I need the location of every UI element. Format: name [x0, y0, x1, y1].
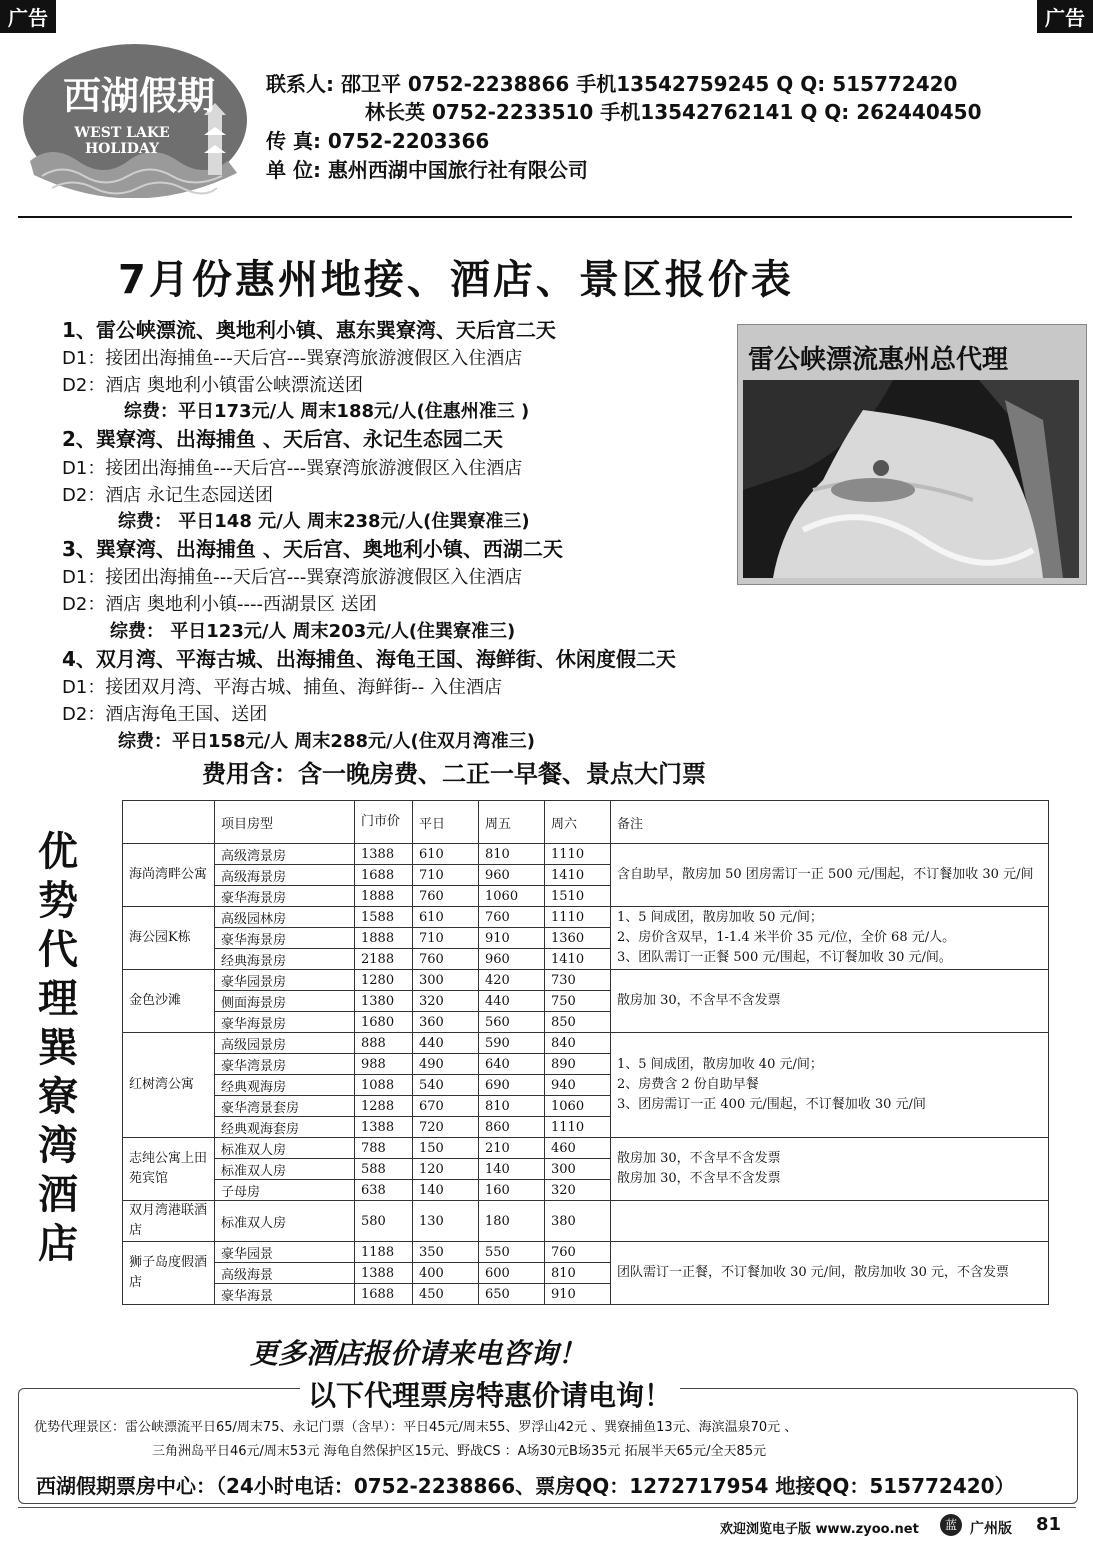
table-row: [123, 1138, 1049, 1159]
saturday-rate: 1410: [545, 865, 611, 886]
route-4-day2: D2：酒店海龟王国、送团: [62, 704, 268, 725]
side-banner-char: 湾: [38, 1123, 78, 1169]
rack-rate: 1888: [355, 928, 413, 949]
rafting-photo-panel: [737, 324, 1087, 585]
hotel-name: 志纯公寓上田苑宾馆: [123, 1138, 215, 1201]
hotel-note: 1、5 间成团，散房加收 50 元/间； 2、房价含双早，1-1.4 米半价 35 元/位，全价 68 元/人。 3、团队需订一正餐 500 元/围起，不订餐加收 30 元/间。: [611, 907, 1049, 970]
hotel-name: 金色沙滩: [123, 970, 215, 1033]
hotel-name: 海公园K栋: [123, 907, 215, 970]
saturday-rate: 320: [545, 1180, 611, 1201]
rack-rate: 988: [355, 1054, 413, 1075]
room-type: 豪华园景: [215, 1242, 355, 1263]
weekday-rate: 140: [413, 1180, 479, 1201]
weekday-rate: 490: [413, 1054, 479, 1075]
weekday-rate: 320: [413, 991, 479, 1012]
friday-rate: 650: [479, 1284, 545, 1305]
rack-rate: 1388: [355, 844, 413, 865]
footer-welcome: 欢迎浏览电子版 www.zyoo.net: [720, 1522, 919, 1537]
price-includes: 费用含：含一晚房费、二正一早餐、景点大门票: [202, 760, 706, 788]
friday-rate: 440: [479, 991, 545, 1012]
footer-divider: [18, 1507, 1076, 1508]
table-row: [123, 1033, 1049, 1054]
saturday-rate: 1110: [545, 844, 611, 865]
room-type: 标准双人房: [215, 1201, 355, 1242]
room-type: 侧面海景房: [215, 991, 355, 1012]
logo-cn: 西湖假期: [62, 73, 215, 118]
weekday-rate: 130: [413, 1201, 479, 1242]
route-3-title: 3、巽寮湾、出海捕鱼 、天后宫、奥地利小镇、西湖二天: [62, 537, 563, 561]
saturday-rate: 1360: [545, 928, 611, 949]
room-type: 豪华海景: [215, 1284, 355, 1305]
weekday-rate: 610: [413, 844, 479, 865]
rack-rate: 1588: [355, 907, 413, 928]
room-type: 高级园林房: [215, 907, 355, 928]
friday-rate: 210: [479, 1138, 545, 1159]
room-type: 子母房: [215, 1180, 355, 1201]
table-row: [123, 1242, 1049, 1263]
contact-row-2: 林长英 0752-2233510 手机13542762141 Q Q: 262440450: [365, 100, 982, 124]
col-header-room-type: 项目房型: [215, 801, 355, 844]
weekday-rate: 150: [413, 1138, 479, 1159]
friday-rate: 600: [479, 1263, 545, 1284]
saturday-rate: 940: [545, 1075, 611, 1096]
rack-rate: 1088: [355, 1075, 413, 1096]
side-banner-char: 巽: [38, 1025, 78, 1071]
friday-rate: 810: [479, 1096, 545, 1117]
saturday-rate: 810: [545, 1263, 611, 1284]
hotel-note: 散房加 30，不含早不含发票: [611, 970, 1049, 1033]
saturday-rate: 840: [545, 1033, 611, 1054]
friday-rate: 420: [479, 970, 545, 991]
col-header-weekday: 平日: [413, 801, 479, 844]
room-type: 高级海景房: [215, 865, 355, 886]
saturday-rate: 1110: [545, 907, 611, 928]
table-row: [123, 844, 1049, 865]
page-title: 7月份惠州地接、酒店、景区报价表: [118, 257, 794, 303]
side-banner-char: 店: [38, 1221, 78, 1267]
table-row: [123, 1201, 1049, 1242]
side-banner-char: 势: [38, 878, 78, 924]
rack-rate: 1388: [355, 1263, 413, 1284]
tickets-line-2: 三角洲岛平日46元/周末53元 海龟自然保护区15元、野战CS ：A场30元B场35元 拓展半天65元/全天85元: [152, 1444, 767, 1459]
footer-edition: 广州版: [970, 1521, 1012, 1537]
room-type: 豪华园景房: [215, 970, 355, 991]
saturday-rate: 910: [545, 1284, 611, 1305]
room-type: 高级海景: [215, 1263, 355, 1284]
room-type: 豪华海景房: [215, 928, 355, 949]
hotel-name: 红树湾公寓: [123, 1033, 215, 1138]
route-2-day1: D1：接团出海捕鱼---天后宫---巽寮湾旅游渡假区入住酒店: [62, 458, 523, 479]
rack-rate: 1188: [355, 1242, 413, 1263]
weekday-rate: 720: [413, 1117, 479, 1138]
hotel-name: 双月湾港联酒店: [123, 1201, 215, 1242]
rack-rate: 1888: [355, 886, 413, 907]
route-4-day1: D1：接团双月湾、平海古城、捕鱼、海鲜街-- 入住酒店: [62, 677, 503, 698]
saturday-rate: 890: [545, 1054, 611, 1075]
page-number: 81: [1036, 1514, 1062, 1535]
rack-rate: 1388: [355, 1117, 413, 1138]
route-4-title: 4、双月湾、平海古城、出海捕鱼、海龟王国、海鲜街、休闲度假二天: [62, 647, 676, 671]
room-type: 经典观海房: [215, 1075, 355, 1096]
side-banner-char: 理: [38, 976, 78, 1022]
tickets-heading: 以下代理票房特惠价请电询！: [300, 1374, 680, 1414]
friday-rate: 550: [479, 1242, 545, 1263]
route-3-day1: D1：接团出海捕鱼---天后宫---巽寮湾旅游渡假区入住酒店: [62, 567, 523, 588]
room-type: 豪华湾景房: [215, 1054, 355, 1075]
logo: [22, 43, 248, 198]
room-type: 豪华海景房: [215, 1012, 355, 1033]
rack-rate: 1288: [355, 1096, 413, 1117]
rack-rate: 1280: [355, 970, 413, 991]
room-type: 经典海景房: [215, 949, 355, 970]
friday-rate: 960: [479, 865, 545, 886]
rack-rate: 888: [355, 1033, 413, 1054]
saturday-rate: 750: [545, 991, 611, 1012]
friday-rate: 590: [479, 1033, 545, 1054]
weekday-rate: 350: [413, 1242, 479, 1263]
route-3-day2: D2：酒店 奥地利小镇----西湖景区 送团: [62, 594, 377, 615]
route-1-title: 1、雷公峡漂流、奥地利小镇、惠东巽寮湾、天后宫二天: [62, 318, 556, 342]
weekday-rate: 300: [413, 970, 479, 991]
friday-rate: 810: [479, 844, 545, 865]
table-row: [123, 970, 1049, 991]
hotel-note: 含自助早，散房加 50 团房需订一正 500 元/围起，不订餐加收 30 元/间: [611, 844, 1049, 907]
hotel-note: [611, 1201, 1049, 1242]
ad-tag-right: 广告: [1037, 0, 1093, 33]
hotel-name: 狮子岛度假酒店: [123, 1242, 215, 1305]
hotel-rate-table: [122, 800, 1049, 1305]
route-1-day2: D2：酒店 奥地利小镇雷公峡漂流送团: [62, 375, 364, 396]
friday-rate: 160: [479, 1180, 545, 1201]
saturday-rate: 1410: [545, 949, 611, 970]
side-banner-char: 寮: [38, 1074, 78, 1120]
col-header-friday: 周五: [479, 801, 545, 844]
saturday-rate: 460: [545, 1138, 611, 1159]
saturday-rate: 730: [545, 970, 611, 991]
ad-tag-left: 广告: [0, 0, 56, 33]
friday-rate: 760: [479, 907, 545, 928]
friday-rate: 1060: [479, 886, 545, 907]
rack-rate: 580: [355, 1201, 413, 1242]
rack-rate: 788: [355, 1138, 413, 1159]
weekday-rate: 760: [413, 949, 479, 970]
weekday-rate: 400: [413, 1263, 479, 1284]
route-2-title: 2、巽寮湾、出海捕鱼 、天后宫、永记生态园二天: [62, 427, 503, 451]
logo-en: WEST LAKE HOLIDAY: [74, 125, 170, 157]
col-header-saturday: 周六: [545, 801, 611, 844]
friday-rate: 960: [479, 949, 545, 970]
weekday-rate: 610: [413, 907, 479, 928]
contact-row-1: 联系人: 邵卫平 0752-2238866 手机13542759245 Q Q: 515772420: [266, 72, 958, 96]
weekday-rate: 360: [413, 1012, 479, 1033]
col-header-rack-rate: 门市价: [355, 801, 413, 844]
route-1-day1: D1：接团出海捕鱼---天后宫---巽寮湾旅游渡假区入住酒店: [62, 348, 523, 369]
friday-rate: 180: [479, 1201, 545, 1242]
room-type: 豪华海景房: [215, 886, 355, 907]
friday-rate: 910: [479, 928, 545, 949]
company: 单 位: 惠州西湖中国旅行社有限公司: [266, 158, 588, 182]
route-2-day2: D2：酒店 永记生态园送团: [62, 485, 274, 506]
hotel-note: 1、5 间成团，散房加收 40 元/间； 2、房费含 2 份自助早餐 3、团房需订一正 400 元/围起，不订餐加收 30 元/间: [611, 1033, 1049, 1138]
friday-rate: 560: [479, 1012, 545, 1033]
saturday-rate: 1060: [545, 1096, 611, 1117]
friday-rate: 860: [479, 1117, 545, 1138]
weekday-rate: 710: [413, 865, 479, 886]
ticket-center: 西湖假期票房中心：（24小时电话：0752-2238866、票房QQ：1272717954 地接QQ：515772420）: [36, 1474, 1015, 1498]
room-type: 标准双人房: [215, 1159, 355, 1180]
weekday-rate: 760: [413, 886, 479, 907]
tickets-line-1: 优势代理景区：雷公峡漂流平日65/周末75、永记门票（含早）：平日45元/周末55、罗浮山42元 、巽寮捕鱼13元、海滨温泉70元 、: [34, 1420, 798, 1435]
weekday-rate: 120: [413, 1159, 479, 1180]
hotel-note: 团队需订一正餐，不订餐加收 30 元/间，散房加收 30 元，不含发票: [611, 1242, 1049, 1305]
rack-rate: 588: [355, 1159, 413, 1180]
side-banner: [33, 828, 83, 1269]
side-banner-char: 酒: [38, 1172, 78, 1218]
more-hotels-note: 更多酒店报价请来电咨询！: [250, 1337, 587, 1370]
rack-rate: 1688: [355, 865, 413, 886]
saturday-rate: 300: [545, 1159, 611, 1180]
saturday-rate: 760: [545, 1242, 611, 1263]
hotel-rate-table-wrap: [122, 800, 1049, 1305]
room-type: 高级园景房: [215, 1033, 355, 1054]
weekday-rate: 670: [413, 1096, 479, 1117]
side-banner-char: 代: [38, 927, 78, 973]
hotel-note: 散房加 30，不含早不含发票 散房加 30，不含早不含发票: [611, 1138, 1049, 1201]
fax: 传 真: 0752-2203366: [266, 129, 490, 153]
route-3-price: 综费： 平日123元/人 周末203元/人(住巽寮准三): [110, 621, 516, 642]
table-row: [123, 907, 1049, 928]
route-1-price: 综费：平日173元/人 周末188元/人(住惠州准三 ): [124, 401, 530, 422]
rack-rate: 1688: [355, 1284, 413, 1305]
route-4-price: 综费：平日158元/人 周末288元/人(住双月湾准三): [118, 731, 536, 752]
rack-rate: 2188: [355, 949, 413, 970]
saturday-rate: 850: [545, 1012, 611, 1033]
footer-badge: 蓝: [940, 1514, 962, 1536]
rafting-photo: [743, 380, 1079, 578]
hotel-name: 海尚湾畔公寓: [123, 844, 215, 907]
col-header-notes: 备注: [611, 801, 1049, 844]
header-divider: [18, 216, 1072, 218]
room-type: 高级湾景房: [215, 844, 355, 865]
weekday-rate: 440: [413, 1033, 479, 1054]
photo-caption: 雷公峡漂流惠州总代理: [748, 345, 1009, 375]
friday-rate: 690: [479, 1075, 545, 1096]
weekday-rate: 540: [413, 1075, 479, 1096]
room-type: 经典观海套房: [215, 1117, 355, 1138]
header-blank: [123, 801, 215, 844]
saturday-rate: 1110: [545, 1117, 611, 1138]
saturday-rate: 1510: [545, 886, 611, 907]
rack-rate: 1680: [355, 1012, 413, 1033]
friday-rate: 640: [479, 1054, 545, 1075]
route-2-price: 综费： 平日148 元/人 周末238元/人(住巽寮准三): [118, 511, 530, 532]
room-type: 标准双人房: [215, 1138, 355, 1159]
rack-rate: 638: [355, 1180, 413, 1201]
rack-rate: 1380: [355, 991, 413, 1012]
room-type: 豪华湾景套房: [215, 1096, 355, 1117]
side-banner-char: 优: [38, 829, 78, 875]
weekday-rate: 450: [413, 1284, 479, 1305]
saturday-rate: 380: [545, 1201, 611, 1242]
weekday-rate: 710: [413, 928, 479, 949]
friday-rate: 140: [479, 1159, 545, 1180]
